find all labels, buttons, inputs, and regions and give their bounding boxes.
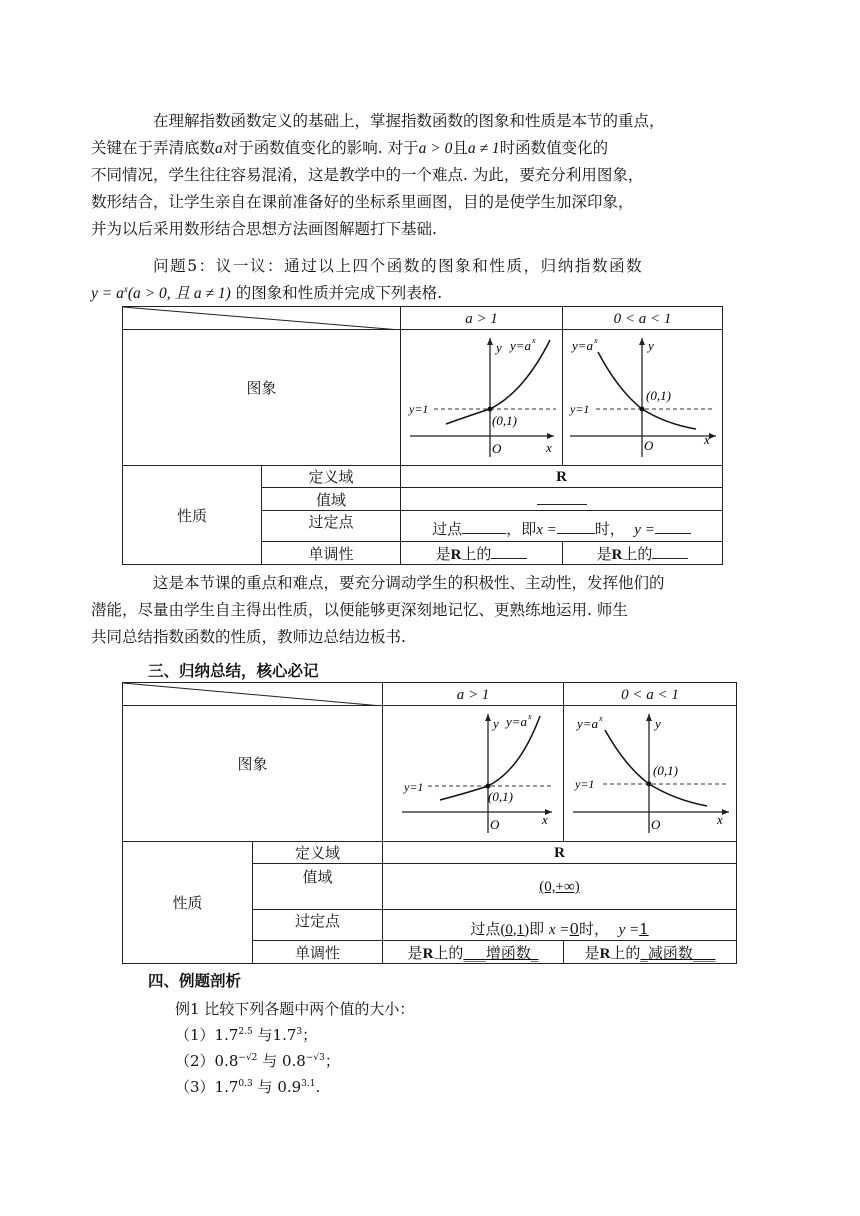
row-monotonicity: 单调性 bbox=[253, 941, 383, 964]
svg-text:y=1: y=1 bbox=[575, 776, 595, 791]
svg-text:O: O bbox=[643, 437, 653, 453]
graph-decreasing bbox=[564, 706, 737, 842]
discussion-paragraph: 这是本节课的重点和难点，要充分调动学生的积极性、主动性，发挥他们的 潜能，尽量由学生自主得出性质，以便能够更深刻地记忆、更熟练地运用. 师生 共同总结指数函数的性质，教师边总结边板书. bbox=[91, 574, 665, 646]
properties-table-filled bbox=[122, 682, 737, 964]
svg-text:(0,1): (0,1) bbox=[645, 387, 671, 403]
svg-text:y=a: y=a bbox=[506, 713, 528, 729]
svg-text:x: x bbox=[593, 335, 598, 345]
svg-text:y: y bbox=[647, 337, 654, 353]
y-axis-label: y bbox=[495, 339, 502, 355]
range-blank bbox=[401, 488, 723, 511]
svg-text:x: x bbox=[703, 431, 710, 447]
property-label: 性质 bbox=[123, 466, 262, 565]
mono-blank-left: 是R上的 bbox=[401, 542, 563, 565]
fixed-point-blank: 过点 ，即x = 时， y = bbox=[401, 511, 723, 542]
hline-label: y=1 bbox=[408, 401, 428, 416]
row-fixed-point: 过定点 bbox=[262, 511, 401, 542]
svg-text:x: x bbox=[528, 711, 532, 721]
svg-text:y: y bbox=[493, 715, 499, 731]
domain-value: R bbox=[383, 842, 737, 864]
intro-paragraph: 在理解指数函数定义的基础上，掌握指数函数的图象和性质是本节的重点， 关键在于弄清底数a对于函数值变化的影响. 对于a > 0且a ≠ 1时函数值变化的 不同情况，学生往往容易混淆，这是教学中的一个难点. 为此，要充分利用图象， 数形结合，让学生亲自在课前准备好的坐标系里画图，目的是使学生加深印象， 并为以后采用数形结合思想方法画图解题打下基础. bbox=[91, 112, 665, 238]
svg-text:O: O bbox=[490, 816, 500, 832]
svg-text:y=1: y=1 bbox=[569, 401, 589, 416]
diagonal-header-cell bbox=[123, 307, 401, 330]
question-paragraph: 问题5：议一议：通过以上四个函数的图象和性质，归纳指数函数 $y = a^x(a > 0$, 且 a ≠ 1) 的图象和性质并完成下列表格. bbox=[91, 257, 644, 302]
header-a-gt-1: a > 1 bbox=[401, 307, 563, 330]
row-fixed-point: 过定点 bbox=[253, 910, 383, 941]
svg-text:y=1: y=1 bbox=[404, 779, 424, 794]
x-axis-label: x bbox=[545, 439, 552, 455]
mono-increasing: 是R上的___增函数_ bbox=[383, 941, 564, 964]
graph-increasing bbox=[383, 706, 564, 842]
section-heading-3: 三、归纳总结，核心必记 bbox=[148, 661, 319, 680]
example-block bbox=[175, 996, 414, 1100]
section-heading-4: 四、例题剖析 bbox=[148, 971, 242, 990]
property-label: 性质 bbox=[123, 842, 253, 964]
svg-text:O: O bbox=[651, 816, 661, 832]
properties-table-blank bbox=[122, 306, 723, 565]
fixed-point-value: 过点(0,1)即 x =0时， y =1 bbox=[383, 910, 737, 941]
header-a-range: 0 < a < 1 bbox=[564, 683, 737, 706]
svg-text:(0,1): (0,1) bbox=[488, 788, 513, 804]
image-label: 图象 bbox=[123, 330, 401, 466]
domain-value: R bbox=[401, 466, 723, 488]
image-label: 图象 bbox=[123, 706, 383, 842]
graph-decreasing bbox=[563, 330, 723, 466]
example-item-1: $(1)1.7^{2.5}$ 与$1.7^3$； bbox=[175, 1026, 318, 1044]
svg-text:y=a: y=a bbox=[571, 337, 593, 353]
svg-text:x: x bbox=[542, 811, 548, 827]
header-a-range: 0 < a < 1 bbox=[563, 307, 723, 330]
svg-text:x: x bbox=[599, 713, 603, 723]
svg-text:y=a: y=a bbox=[577, 715, 599, 731]
example-title: 例1 比较下列各题中两个值的大小： bbox=[175, 1000, 415, 1018]
mono-decreasing: 是R上的_减函数___ bbox=[564, 941, 737, 964]
point-label: (0,1) bbox=[491, 412, 517, 428]
svg-text:x: x bbox=[717, 811, 723, 827]
row-monotonicity: 单调性 bbox=[262, 542, 401, 565]
row-range: 值域 bbox=[253, 864, 383, 910]
graph-increasing bbox=[401, 330, 563, 466]
row-domain: 定义域 bbox=[253, 842, 383, 864]
row-range: 值域 bbox=[262, 488, 401, 511]
row-domain: 定义域 bbox=[262, 466, 401, 488]
mono-blank-right: 是R上的 bbox=[563, 542, 723, 565]
example-item-3: $(3)1.7^{0.3}$ 与 $0.9^{3.1}$. bbox=[175, 1078, 321, 1096]
range-value: (0,+∞) bbox=[383, 864, 737, 910]
origin-label: O bbox=[491, 440, 501, 456]
example-item-2: $(2)0.8^{-√2}$ 与 $0.8^{-√3}$； bbox=[175, 1052, 340, 1070]
svg-text:(0,1): (0,1) bbox=[653, 762, 678, 778]
header-a-gt-1: a > 1 bbox=[383, 683, 564, 706]
diagonal-header-cell bbox=[123, 683, 383, 706]
svg-text:y: y bbox=[655, 715, 661, 731]
curve-label: y=a bbox=[509, 337, 531, 353]
svg-text:x: x bbox=[531, 335, 536, 345]
